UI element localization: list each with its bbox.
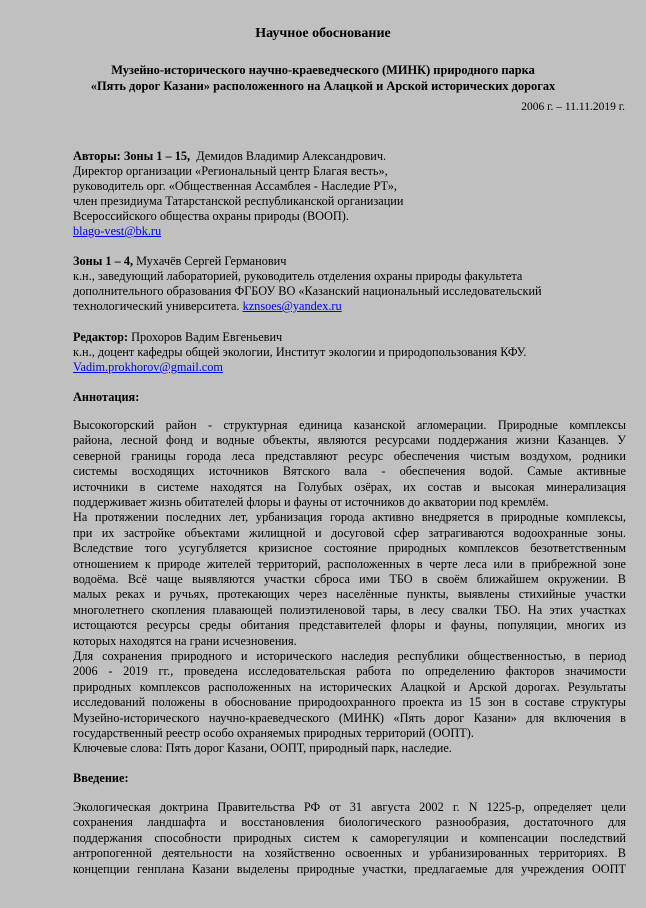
paragraph-line: которых находятся на грани исчезновения. [73,633,297,648]
paragraph-line: сохранения ландшафта и восстановления биологического разнообразия, достаточного для [73,815,626,830]
paragraph-line: антропогенной деятельности на хозяйственно освоенных и урбанизированных территориях. В [73,846,626,861]
author-1-email-link[interactable]: blago-vest@bk.ru [73,224,162,238]
paragraph-line: отношением к природе жителей территорий, расположенных в черте леса или в прибрежной зоне [73,556,626,571]
author-2-line: технологический университета. [73,299,240,313]
paragraph-line: водоёма. Всё чаще выявляются участки сброса ими ТБО в своём ближайшем окружении. В [73,572,626,586]
subtitle-line-1: Музейно-исторического научно-краеведческого (МИНК) природного парка [111,63,535,77]
editor-name: Прохоров Вадим Евгеньевич [131,330,283,344]
paragraph-line: района, лесной фонд и водные объекты, являются ресурсами поддержания жизни Казанцев. У [73,433,626,448]
author-1-heading [73,149,386,164]
paragraph-line: исследований положены в обоснование природоохранного проекта из 15 зон в составе структуры [73,695,626,710]
paragraph-line: Вследствие того усугубляется кризисное состояние природных комплексов безответственным [73,541,626,556]
subtitle-line-2: «Пять дорог Казани» расположенного на Алацкой и Арской исторических дорогах [90,79,556,93]
author-1-line: Всероссийского общества охраны природы (ВООП). [73,209,349,223]
paragraph-line: На протяжении последних лет, урбанизация города активно внедряется в природные комплексы, [73,510,626,525]
editor-heading [73,330,282,345]
paragraph-line: 2006 - 2019 гг., проведена исследовательская работа по определению факторов значимости [73,664,626,679]
introduction-heading: Введение: [73,771,129,785]
author-1-line: член президиума Татарстанской республиканской организации [73,194,404,208]
paragraph-line: многолетнего скопления плавающей полиэтиленовой тары, в лесу свалки ТБО. На этих участках [73,602,626,617]
paragraph-line: Музейно-исторического научно-краеведческого (МИНК) «Пять дорог Казани» для включения в [73,710,626,725]
author-2-line-with-email [73,299,342,314]
editor-line: к.н., доцент кафедры общей экологии, Институт экологии и природопользования КФУ. [73,345,527,359]
author-2-line: дополнительного образования ФГБОУ ВО «Казанский национальный исследовательский [73,284,542,298]
author-1-label: Авторы: Зоны 1 – 15, [73,149,191,163]
author-1-line: Директор организации «Региональный центр Благая весть», [73,164,388,178]
date-range: 2006 г. – 11.11.2019 г. [521,101,625,113]
author-1-line: руководитель орг. «Общественная Ассамблея - Наследие РТ», [73,179,397,193]
author-2-email-link[interactable]: kznsoes@yandex.ru [242,299,342,313]
paragraph-line: при их застройке объектами жилищной и досуговой сфер затрагиваются водоохранные зоны. [73,525,626,540]
paragraph-line: государственный реестр особо охраняемых природных территорий (ООПТ). [73,726,474,740]
paragraph-line: поддержания способности природных систем к саморегуляции и компенсации последствий [73,830,626,845]
author-1-name: Демидов Владимир Александрович. [196,149,387,163]
paragraph-line: поддерживает жизнь обитателей флоры и фауны от источников до акватории под кремлём. [73,495,549,509]
paragraph-line: северной границы города леса представляют ресурс обеспечения чистым воздухом, родники [73,448,626,463]
paragraph-line: Для сохранения природного и исторического наследия республики общественностью, в период [73,649,626,663]
page-title: Научное обоснование [255,26,391,41]
editor-email-row [73,360,223,375]
author-2-heading [73,254,286,269]
paragraph-line: Высокогорский район - структурная единица казанской агломерации. Природные комплексы [73,418,626,432]
author-2-label: Зоны 1 – 4, [73,254,134,268]
author-2-line: к.н., заведующий лабораторией, руководитель отделения охраны природы факультета [73,269,523,283]
paragraph-line: Экологическая доктрина Правительства РФ от 31 августа 2002 г. N 1225-р, определяет цели [73,800,626,814]
paragraph-line: концепции генплана Казани выделены природные участки, предлагаемые для учреждения ООПТ [73,861,626,876]
editor-label: Редактор: [73,330,129,344]
paragraph-line: Ключевые слова: Пять дорог Казани, ООПТ, природный парк, наследие. [73,741,452,756]
paragraph-line: природных комплексов расположенных на исторических Алацкой и Арской дорогах. Результаты [73,679,626,694]
editor-email-link[interactable]: Vadim.prokhorov@gmail.com [73,360,223,374]
annotation-heading: Аннотация: [73,390,140,404]
paragraph-line: малых реках и ручьях, протекающих через населённые пункты, выявлены стихийные участки [73,587,626,602]
author-2-name: Мухачёв Сергей Германович [136,254,287,268]
paragraph-line: системы восходящих источников Вятского вала - обеспечения водой. Самые активные [73,464,626,479]
paragraph-line: истощаются ресурсы среды обитания представителей флоры и фауны, популяции, многих из [73,618,626,633]
paragraph-line: источники в системе находятся на Голубых озёрах, их состав и высокая минерализация [73,479,626,494]
author-1-email-row [73,224,161,239]
